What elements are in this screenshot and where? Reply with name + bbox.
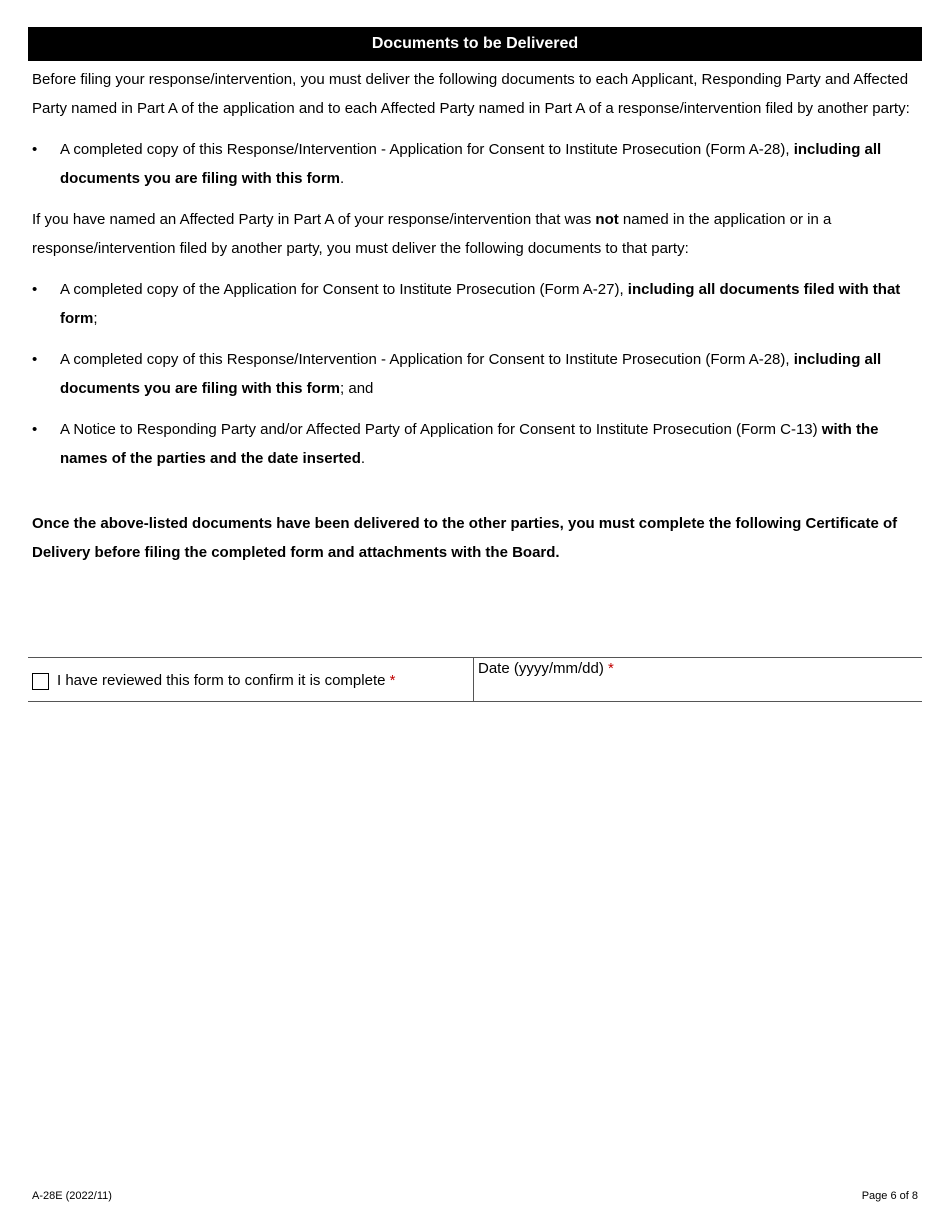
second-paragraph-bold: not (595, 211, 619, 228)
certificate-row (28, 657, 922, 702)
page-number: Page 6 of 8 (861, 1190, 918, 1202)
list-item-text: A completed copy of this Response/Intervention - Application for Consent to Institute Prosecution (Form A-28), (60, 351, 794, 368)
list-item-tail: ; (93, 310, 98, 327)
second-paragraph-before: If you have named an Affected Party in Part A of your response/intervention that was (32, 211, 596, 228)
list-item (32, 415, 916, 473)
date-cell (474, 658, 922, 701)
review-checkbox[interactable] (32, 673, 49, 690)
section-title: Documents to be Delivered (28, 27, 922, 61)
instructions (32, 65, 916, 567)
required-asterisk: * (608, 660, 614, 677)
list-item-tail: . (340, 170, 345, 187)
list-item-text: A completed copy of the Application for Consent to Institute Prosecution (Form A-27), (60, 281, 628, 298)
date-label-text: Date (yyyy/mm/dd) (478, 660, 604, 677)
second-paragraph (32, 205, 916, 263)
list-item (32, 345, 916, 403)
list-item-bold: including all documents filed with that form (60, 281, 901, 327)
intro-paragraph: Before filing your response/intervention, you must deliver the following documents to each Applicant, Responding Party and Affected Party named in Part A of the application and to each Affected Party named in Part A of a response/intervention filed by another party: (32, 71, 910, 117)
list-item (32, 135, 916, 193)
list-item-bold: including all documents you are filing with this form (60, 351, 882, 397)
delivery-list-1 (32, 135, 916, 193)
certificate-notice: Once the above-listed documents have been delivered to the other parties, you must complete the following Certificate of Delivery before filing the completed form and attachments with the Board. (32, 515, 898, 561)
list-item-bold: including all documents you are filing with this form (60, 141, 882, 187)
list-item-text: A Notice to Responding Party and/or Affected Party of Application for Consent to Institute Prosecution (Form C-13) (60, 421, 822, 438)
review-cell (28, 658, 474, 701)
list-item (32, 275, 916, 333)
list-item-bold: with the names of the parties and the date inserted (60, 421, 879, 467)
list-item-text: A completed copy of this Response/Intervention - Application for Consent to Institute Prosecution (Form A-28), (60, 141, 794, 158)
review-checkbox-label (57, 672, 395, 689)
list-item-tail: . (360, 450, 366, 467)
second-paragraph-after: named in the application or in a response/intervention filed by another party, you must deliver the following documents to that party: (32, 211, 832, 257)
date-label (478, 660, 922, 678)
review-checkbox-label-text: I have reviewed this form to confirm it is complete (57, 672, 386, 689)
required-asterisk: * (389, 672, 396, 689)
date-input[interactable] (476, 678, 920, 699)
list-item-tail: ; and (340, 380, 374, 397)
delivery-list-2 (32, 275, 916, 473)
form-code: A-28E (2022/11) (32, 1190, 112, 1202)
